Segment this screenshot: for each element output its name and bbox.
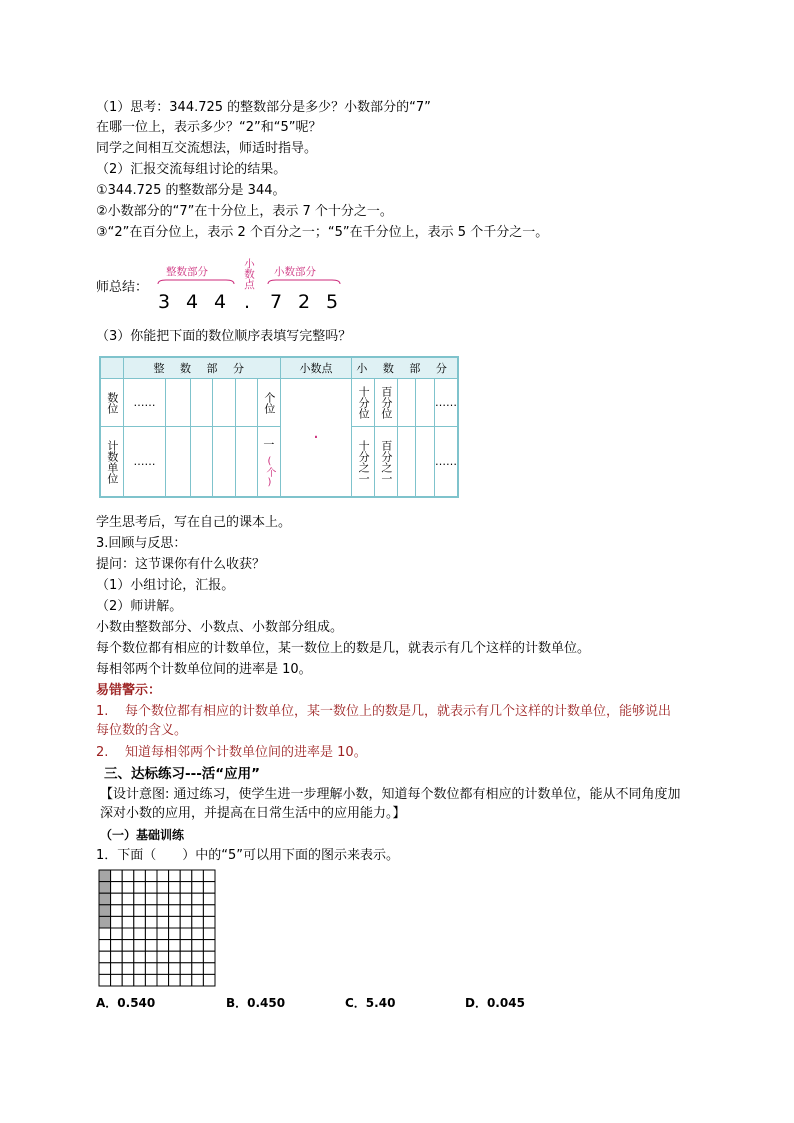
grid-cell xyxy=(169,974,181,986)
grid-cell xyxy=(157,916,169,928)
header-integer-part: 整 数 部 分 xyxy=(123,357,280,379)
grid-cell xyxy=(145,940,157,952)
digit: 3 xyxy=(158,291,171,313)
text-line: ②小数部分的“7”在十分位上，表示 7 个十分之一。 xyxy=(96,204,393,219)
grid-cell xyxy=(169,870,181,882)
grid-cell xyxy=(157,963,169,975)
grid-cell xyxy=(192,963,204,975)
grid-cell xyxy=(180,940,192,952)
option-c[interactable]: C．5.40 xyxy=(345,996,396,1010)
grid-cell xyxy=(122,870,134,882)
grid-cell xyxy=(145,963,157,975)
grid-cell xyxy=(180,974,192,986)
grid-cell xyxy=(134,893,146,905)
option-a[interactable]: A．0.540 xyxy=(96,996,156,1010)
text-line: ③“2”在百分位上，表示 2 个百分之一；“5”在千分位上，表示 5 个千分之一。 xyxy=(96,225,549,240)
grid-cell xyxy=(157,882,169,894)
decimal-point-label: 小数点 xyxy=(243,258,255,290)
warning-title: 易错警示： xyxy=(96,683,162,698)
grid-cell xyxy=(145,916,157,928)
grid-cell-shaded xyxy=(99,916,111,928)
grid-cell xyxy=(203,940,215,952)
grid-cell xyxy=(111,928,123,940)
text-line: 小数由整数部分、小数点、小数部分组成。 xyxy=(96,620,344,635)
grid-cell xyxy=(134,905,146,917)
ones-place-cell: 个位 xyxy=(258,379,281,427)
text-line: 提问：这节课你有什么收获？ xyxy=(96,557,266,572)
grid-cell xyxy=(99,940,111,952)
grid-cell xyxy=(145,974,157,986)
grid-cell xyxy=(99,963,111,975)
grid-cell xyxy=(192,951,204,963)
grid-cell xyxy=(134,916,146,928)
text-line: 学生思考后，写在自己的课本上。 xyxy=(96,515,292,530)
text-line: 同学之间相互交流想法，师适时指导。 xyxy=(96,141,318,156)
grid-cell xyxy=(145,905,157,917)
grid-cell xyxy=(192,916,204,928)
text-line: （1）小组讨论，汇报。 xyxy=(96,578,235,593)
grid-cell xyxy=(122,916,134,928)
hundredths-unit-cell: 百分之一 xyxy=(375,427,398,497)
grid-cell xyxy=(145,951,157,963)
grid-cell xyxy=(134,963,146,975)
grid-cell xyxy=(111,916,123,928)
grid-cell xyxy=(192,870,204,882)
grid-cell xyxy=(157,928,169,940)
grid-cell xyxy=(122,974,134,986)
text-line: 3.回顾与反思： xyxy=(96,536,187,551)
row-label-place: 数位 xyxy=(100,379,123,427)
grid-cell xyxy=(203,893,215,905)
decimal-point: . xyxy=(244,291,251,313)
row-label-unit: 计数单位 xyxy=(100,427,123,497)
tenths-place-cell: 十分位 xyxy=(352,379,375,427)
grid-cell xyxy=(180,905,192,917)
grid-cell xyxy=(192,893,204,905)
grid-cell xyxy=(157,893,169,905)
grid-cell xyxy=(134,870,146,882)
text-line: 每相邻两个计数单位间的进率是 10。 xyxy=(96,662,312,677)
grid-cell xyxy=(169,951,181,963)
grid-cell xyxy=(111,951,123,963)
question-3: （3）你能把下面的数位顺序表填写完整吗？ xyxy=(96,329,352,344)
grid-cell xyxy=(111,940,123,952)
grid-cell xyxy=(169,940,181,952)
option-d[interactable]: D．0.045 xyxy=(465,996,525,1010)
grid-cell xyxy=(203,870,215,882)
grid-cell xyxy=(192,974,204,986)
ones-unit-cell: 一 (个) xyxy=(258,427,281,497)
grid-cell xyxy=(157,940,169,952)
grid-cell xyxy=(111,870,123,882)
grid-cell xyxy=(111,882,123,894)
warning-item-2: 2. 知道每相邻两个计数单位间的进率是 10。 xyxy=(96,745,367,760)
digit: 2 xyxy=(298,291,311,313)
text-line: （1）思考：344.725 的整数部分是多少？小数部分的“7” xyxy=(96,100,431,115)
grid-cell xyxy=(122,928,134,940)
grid-cell xyxy=(203,905,215,917)
diagram-label: 师总结： xyxy=(96,280,149,295)
grid-cell xyxy=(169,905,181,917)
grid-cell xyxy=(134,951,146,963)
grid-cell xyxy=(157,951,169,963)
grid-cell xyxy=(180,893,192,905)
grid-cell xyxy=(99,951,111,963)
tenths-unit-cell: 十分之一 xyxy=(352,427,375,497)
grid-cell xyxy=(134,974,146,986)
digit: 4 xyxy=(186,291,199,313)
grid-cell-shaded xyxy=(99,905,111,917)
decimal-point-cell: · xyxy=(280,379,352,497)
grid-cell-shaded xyxy=(99,870,111,882)
grid-cell xyxy=(157,974,169,986)
grid-cell xyxy=(203,951,215,963)
grid-cell xyxy=(122,963,134,975)
grid-cell xyxy=(111,974,123,986)
grid-cell xyxy=(134,940,146,952)
header-decimal-part: 小 数 部 分 xyxy=(352,357,458,379)
grid-cell xyxy=(180,870,192,882)
text-line: ①344.725 的整数部分是 344。 xyxy=(96,183,286,198)
text-line: （2）汇报交流每组讨论的结果。 xyxy=(96,162,287,177)
grid-cell-shaded xyxy=(99,893,111,905)
digit: 4 xyxy=(214,291,227,313)
header-blank xyxy=(100,357,123,379)
digit: 7 xyxy=(270,291,283,313)
basic-training-heading: （一）基础训练 xyxy=(100,828,185,842)
grid-cell-shaded xyxy=(99,882,111,894)
grid-cell xyxy=(157,905,169,917)
grid-cell xyxy=(111,893,123,905)
text-line: （2）师讲解。 xyxy=(96,599,183,614)
grid-cell xyxy=(180,882,192,894)
grid-cell xyxy=(169,963,181,975)
grid-cell xyxy=(203,916,215,928)
header-decimal-point: 小数点 xyxy=(280,357,352,379)
grid-cell xyxy=(122,905,134,917)
design-intent: 【设计意图: 通过练习，使学生进一步理解小数，知道每个数位都有相应的计数单位，能从不同角度加 xyxy=(100,787,681,802)
place-value-table xyxy=(99,356,459,498)
hundredths-place-cell: 百分位 xyxy=(375,379,398,427)
ellipsis-cell: …… xyxy=(435,427,459,497)
question-1: 1．下面（ ）中的“5”可以用下面的图示来表示。 xyxy=(96,848,400,863)
grid-cell xyxy=(203,974,215,986)
warning-item-1: 1. 每个数位都有相应的计数单位，某一数位上的数是几，就表示有几个这样的计数单位，能够说出 xyxy=(96,704,672,719)
grid-cell xyxy=(99,928,111,940)
grid-cell xyxy=(99,974,111,986)
grid-cell xyxy=(122,882,134,894)
grid-cell xyxy=(122,893,134,905)
grid-cell xyxy=(192,905,204,917)
design-intent-cont: 深对小数的应用，并提高在日常生活中的应用能力。】 xyxy=(100,806,406,821)
grid-cell xyxy=(145,870,157,882)
grid-cell xyxy=(122,940,134,952)
ellipsis-cell: …… xyxy=(123,427,166,497)
grid-cell xyxy=(180,963,192,975)
grid-cell xyxy=(203,928,215,940)
grid-cell xyxy=(192,940,204,952)
grid-cell xyxy=(134,882,146,894)
grid-cell xyxy=(145,893,157,905)
grid-cell xyxy=(192,928,204,940)
hundred-grid xyxy=(98,869,218,987)
text-line: 每个数位都有相应的计数单位，某一数位上的数是几，就表示有几个这样的计数单位。 xyxy=(96,641,591,656)
grid-cell xyxy=(111,905,123,917)
ellipsis-cell: …… xyxy=(123,379,166,427)
grid-cell xyxy=(180,916,192,928)
grid-cell xyxy=(180,928,192,940)
text-line: 在哪一位上，表示多少？“2”和“5”呢？ xyxy=(96,120,322,135)
section-title: 三、达标练习---活“应用” xyxy=(104,766,261,782)
grid-cell xyxy=(111,963,123,975)
grid-cell xyxy=(169,893,181,905)
integer-part-label: 整数部分 xyxy=(166,266,208,278)
decimal-structure-diagram xyxy=(96,258,356,314)
grid-cell xyxy=(169,916,181,928)
ellipsis-cell: …… xyxy=(435,379,459,427)
warning-item-1-cont: 每位数的含义。 xyxy=(96,723,188,738)
grid-cell xyxy=(203,882,215,894)
grid-cell xyxy=(134,928,146,940)
grid-cell xyxy=(192,882,204,894)
decimal-part-label: 小数部分 xyxy=(274,266,316,278)
grid-cell xyxy=(122,951,134,963)
option-b[interactable]: B．0.450 xyxy=(226,996,286,1010)
grid-cell xyxy=(203,963,215,975)
digit: 5 xyxy=(326,291,339,313)
grid-cell xyxy=(157,870,169,882)
grid-cell xyxy=(169,928,181,940)
grid-cell xyxy=(145,882,157,894)
grid-cell xyxy=(145,928,157,940)
grid-cell xyxy=(180,951,192,963)
grid-cell xyxy=(169,882,181,894)
